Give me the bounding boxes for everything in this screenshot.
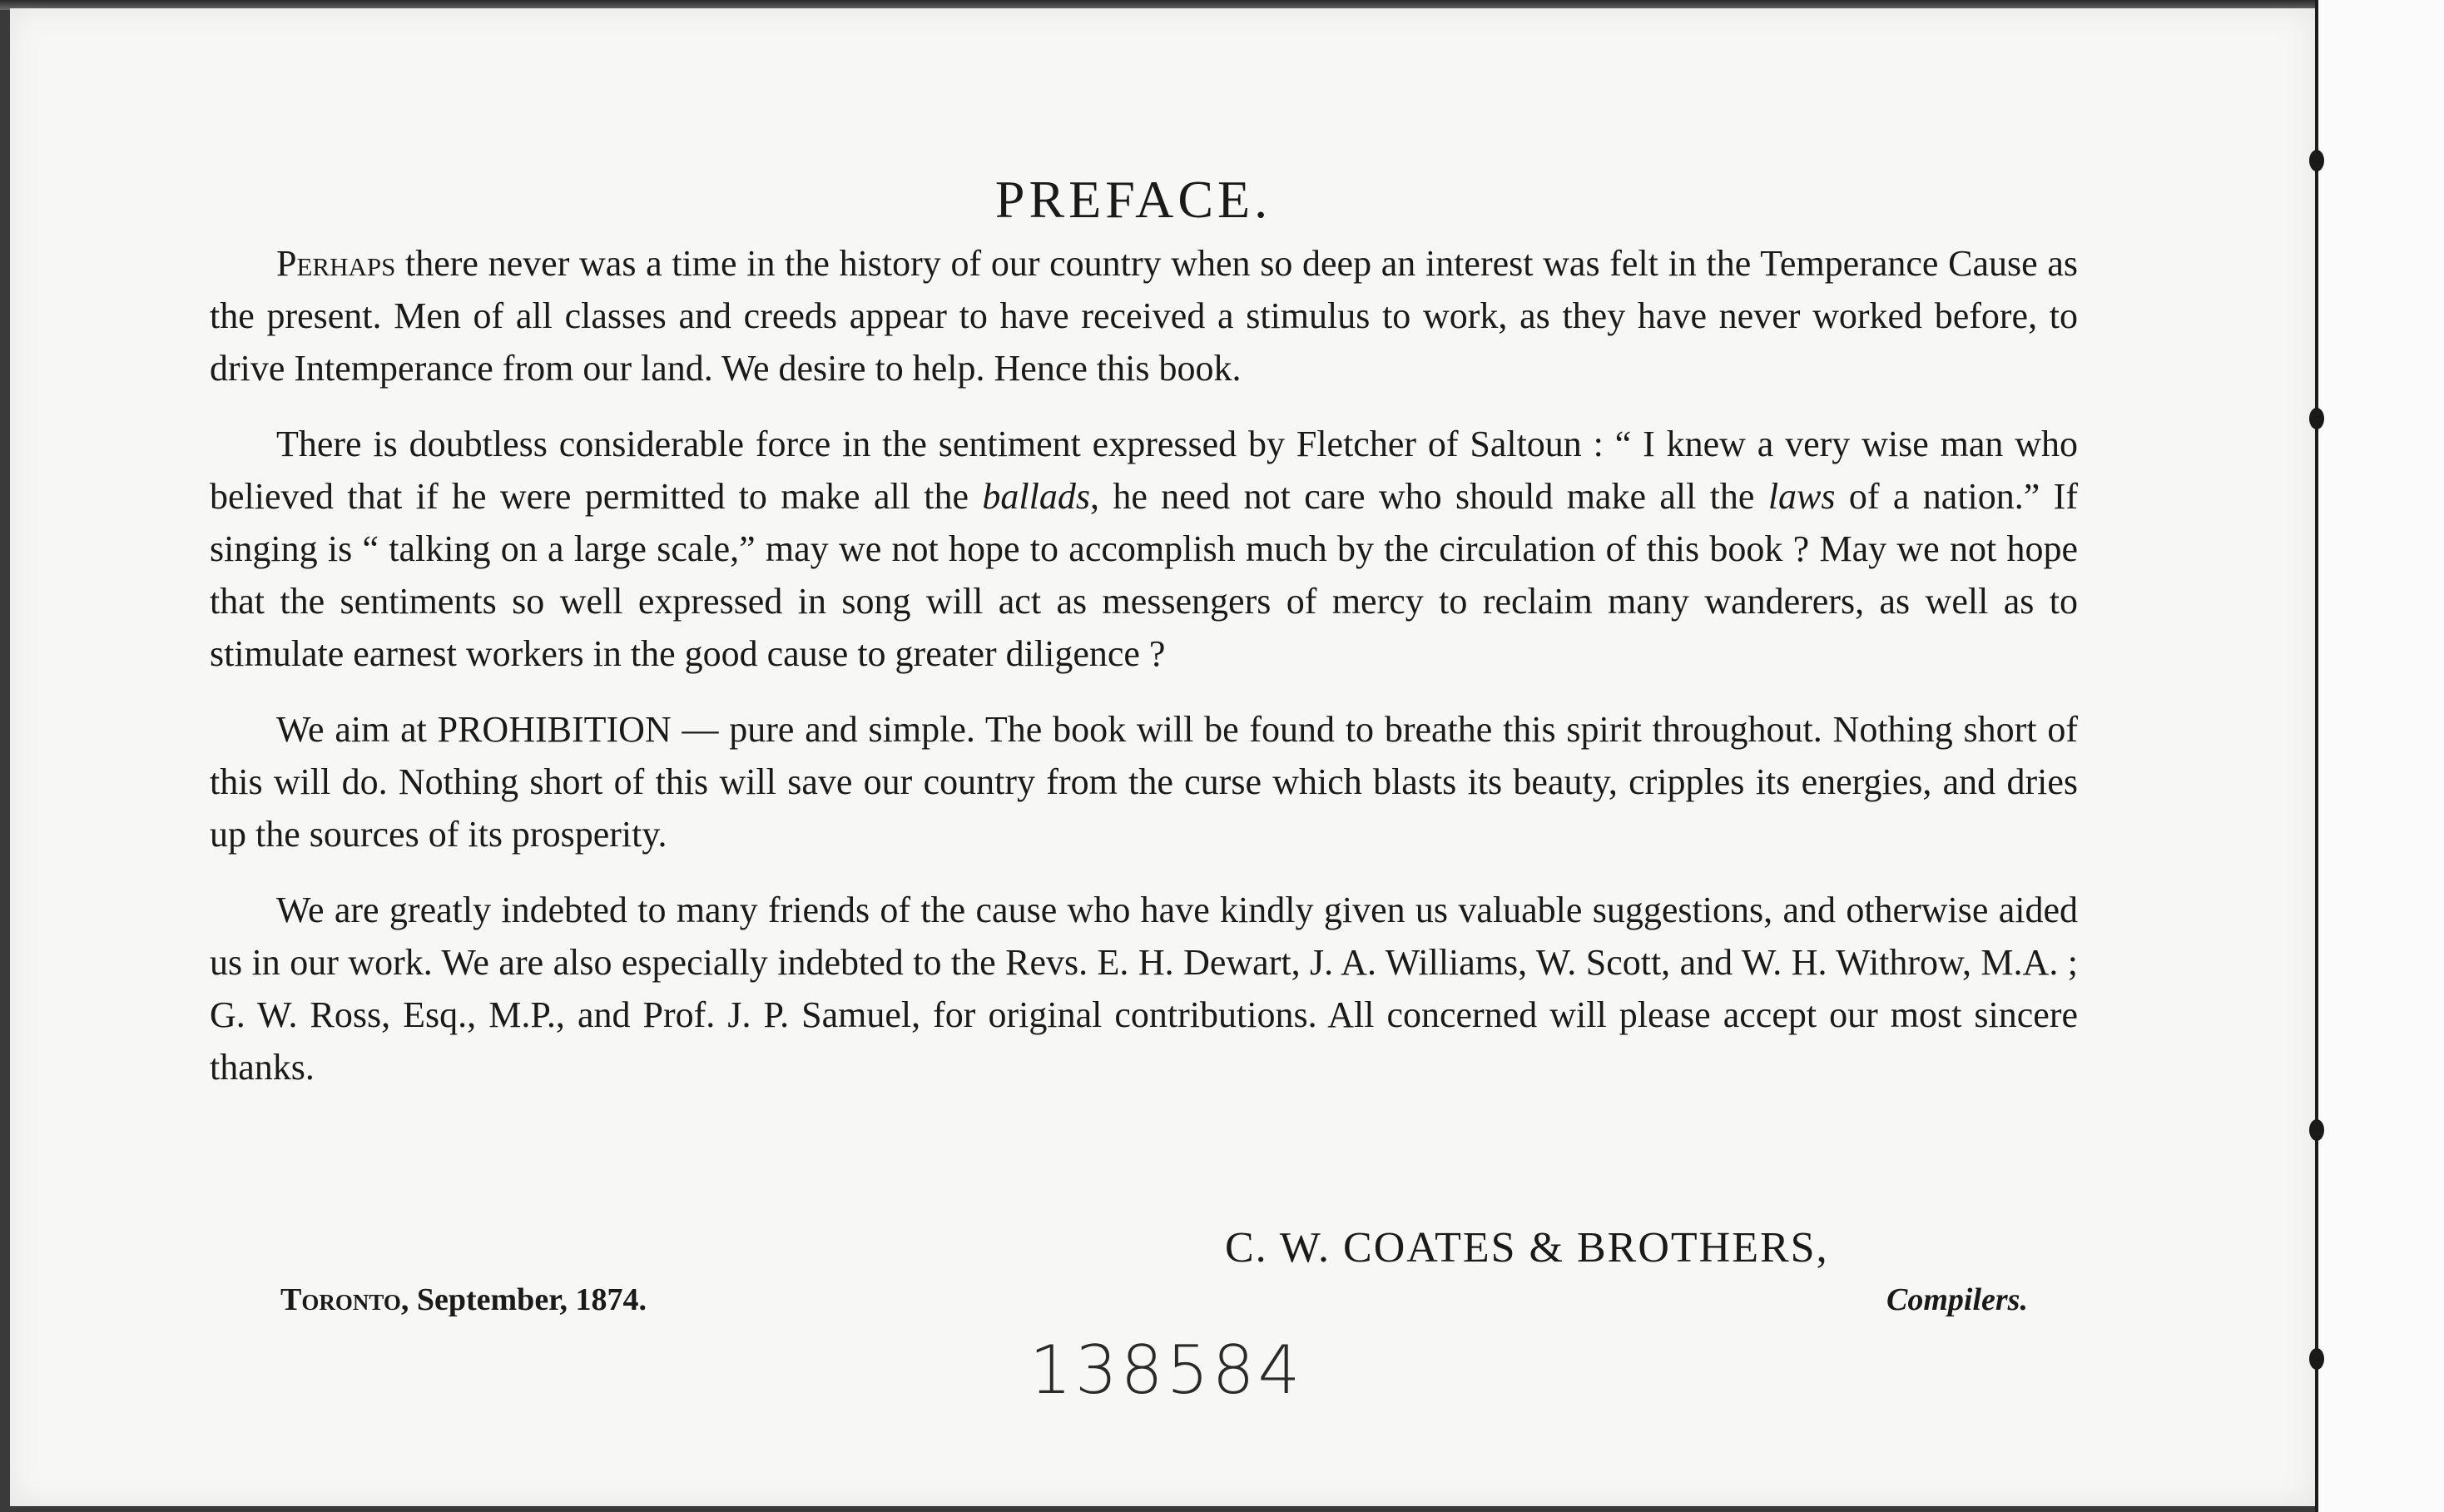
paragraph-3: We aim at PROHIBITION — pure and simple. The book will be found to breathe this spirit throughout. Nothing short of this will do. Nothing short of this will save our country from the curse which blasts its beauty, cripples its energies, and dries up the sources of its prosperity.	[210, 709, 2078, 855]
place-date	[280, 1281, 647, 1318]
preface-body	[210, 237, 2078, 1117]
paragraph-2-mid: , he need not care who should make all the	[1089, 476, 1768, 517]
paragraph-1	[210, 237, 2078, 394]
place: Toronto	[280, 1282, 401, 1317]
date: , September, 1874.	[400, 1282, 647, 1317]
paragraph-2-post: of a nation.” If singing is “ talking on a large scale,” may we not hope to accomplish much by the circulation of this book ? May we not hope that the sentiments so well expressed in song will act as messengers of mercy to reclaim many wanderers, as well as to stimulate earnest workers in the good cause to greater diligence ?	[210, 476, 2078, 674]
paragraph-1-lead: Perhaps	[276, 243, 396, 284]
paragraph-4: We are greatly indebted to many friends of the cause who have kindly given us valuable suggestions, and otherwise aided us in our work. We are also especially indebted to the Revs. E. H. Dewart, J. A. Williams, W. Scott, and W. H. Withrow, M.A. ; G. W. Ross, Esq., M.P., and Prof. J. P. Samuel, for original contributions. All concerned will please accept our most sincere thanks.	[210, 890, 2078, 1088]
compilers-label: Compilers.	[1886, 1282, 2028, 1317]
signature: C. W. COATES & BROTHERS,	[1225, 1224, 1829, 1272]
paragraph-2-emphasis-laws: laws	[1767, 476, 1836, 517]
binding-mark-icon	[2309, 1119, 2324, 1141]
paragraph-1-text: there never was a time in the history of our country when so deep an interest was felt in the Temperance Cause as the present. Men of all classes and creeds appear to have received a stimulus to work, as they have never worked before, to drive Intemperance from our land. We desire to help. Hence this book.	[210, 243, 2078, 389]
accession-stamp: 138584	[1029, 1331, 1304, 1409]
binding-mark-icon	[2309, 150, 2324, 171]
binding-mark-icon	[2309, 1348, 2324, 1370]
paragraph-2-pre: There is doubtless considerable force in the sentiment expressed by Fletcher of Saltoun : “ I knew a very wise man who believed that if he were permitted to make all the	[210, 424, 2078, 517]
page-title: PREFACE.	[994, 169, 1272, 229]
paragraph-2-emphasis-ballads: ballads	[982, 476, 1090, 517]
binding-strip	[2315, 0, 2444, 1512]
paragraph-2	[210, 418, 2078, 680]
document-page	[10, 8, 2315, 1506]
binding-mark-icon	[2309, 408, 2324, 429]
